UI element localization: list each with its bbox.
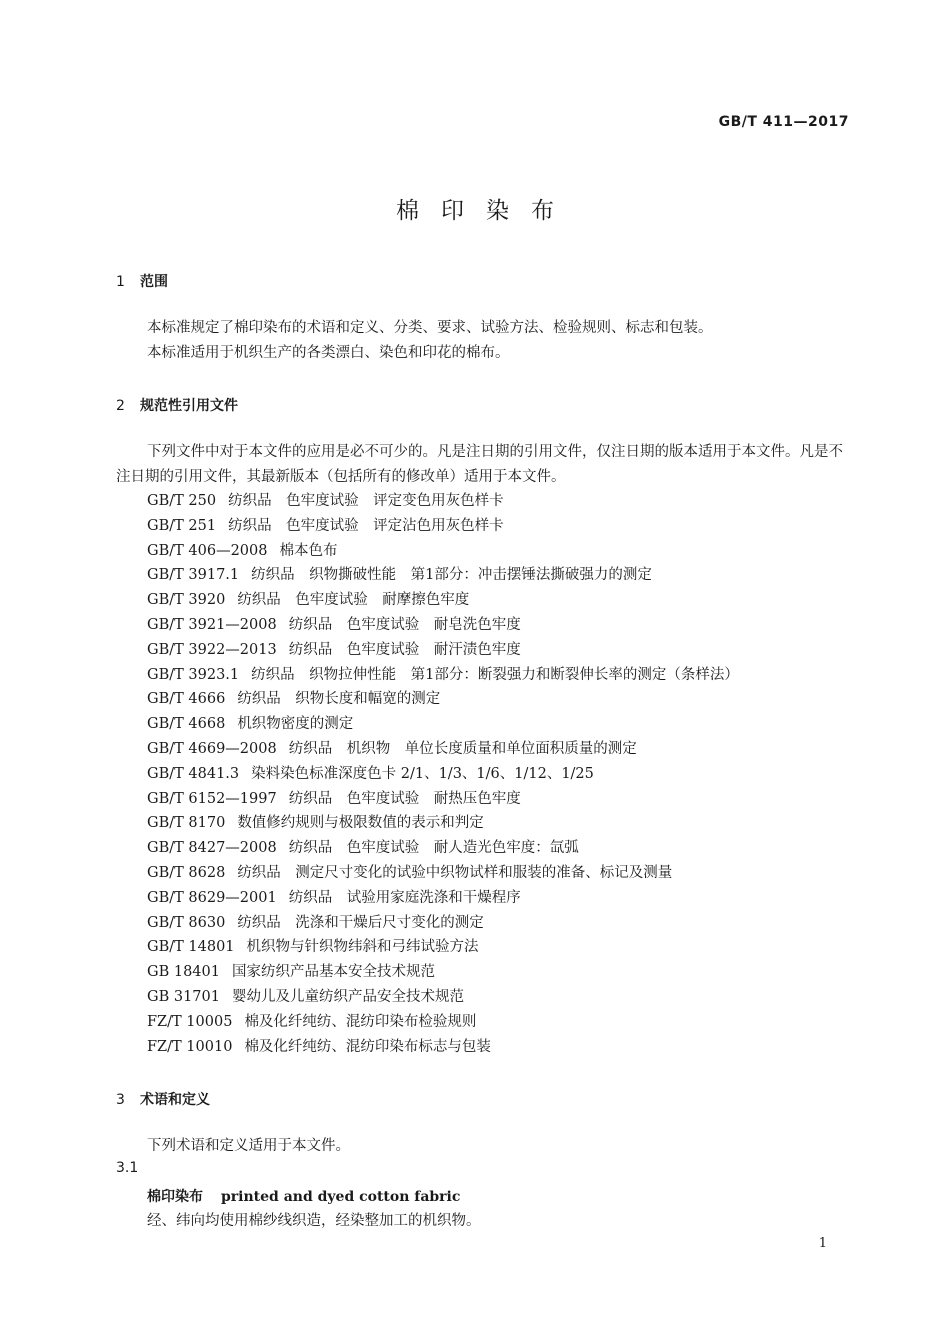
reference-title: 纺织品 色牢度试验 耐人造光色牢度：氙弧 [288, 840, 579, 857]
reference-item [147, 836, 739, 861]
reference-item [147, 985, 739, 1010]
term-definition: 经、纬向均使用棉纱线织造，经染整加工的机织物。 [147, 1213, 481, 1229]
reference-item [147, 935, 739, 960]
reference-code: FZ/T 10010 [147, 1038, 233, 1055]
reference-code: GB/T 3917.1 [147, 567, 240, 584]
reference-item [147, 886, 739, 911]
reference-code: GB/T 406—2008 [147, 542, 268, 559]
reference-item [147, 1010, 739, 1035]
reference-title: 纺织品 色牢度试验 耐摩擦色牢度 [237, 592, 470, 609]
reference-title: 机织物密度的测定 [237, 716, 354, 733]
reference-item [147, 762, 739, 787]
reference-title: 纺织品 织物撕破性能 第1部分：冲击摆锤法撕破强力的测定 [251, 567, 652, 584]
reference-title: 纺织品 色牢度试验 耐热压色牢度 [288, 790, 521, 807]
reference-item [147, 613, 739, 638]
reference-title: 棉及化纤纯纺、混纺印染布检验规则 [244, 1013, 477, 1030]
reference-code: GB/T 8170 [147, 815, 226, 832]
reference-item [147, 563, 739, 588]
reference-code: GB/T 4841.3 [147, 765, 240, 782]
reference-title: 纺织品 织物长度和幅宽的测定 [237, 691, 441, 708]
reference-title: 棉本色布 [279, 542, 338, 559]
term-number: 3.1 [116, 1160, 139, 1176]
reference-list [147, 489, 739, 1059]
reference-title: 纺织品 测定尺寸变化的试验中织物试样和服装的准备、标记及测量 [237, 864, 673, 881]
reference-code: GB/T 8628 [147, 864, 226, 881]
reference-item [147, 489, 739, 514]
section-number: 2 [116, 398, 125, 414]
reference-code: FZ/T 10005 [147, 1013, 233, 1030]
reference-code: GB/T 8629—2001 [147, 889, 277, 906]
section-2-heading [116, 395, 238, 415]
reference-title: 数值修约规则与极限数值的表示和判定 [237, 815, 484, 832]
reference-title: 染料染色标准深度色卡 2/1、1/3、1/6、1/12、1/25 [251, 765, 594, 782]
section-number: 1 [116, 274, 125, 290]
section-1-heading [116, 271, 168, 291]
reference-item [147, 861, 739, 886]
reference-item [147, 787, 739, 812]
reference-item [147, 638, 739, 663]
reference-title: 纺织品 试验用家庭洗涤和干燥程序 [288, 889, 521, 906]
reference-title: 纺织品 洗涤和干燥后尺寸变化的测定 [237, 914, 484, 931]
document-title: 棉印染布 [396, 198, 576, 224]
reference-code: GB 18401 [147, 964, 220, 981]
reference-code: GB/T 3923.1 [147, 666, 240, 683]
reference-code: GB/T 250 [147, 493, 217, 509]
reference-title: 棉及化纤纯纺、混纺印染布标志与包装 [244, 1038, 491, 1055]
reference-code: GB/T 3922—2013 [147, 641, 277, 658]
reference-title: 纺织品 色牢度试验 评定变色用灰色样卡 [228, 493, 504, 509]
section-number: 3 [116, 1092, 125, 1108]
reference-title: 纺织品 色牢度试验 耐皂洗色牢度 [288, 616, 521, 633]
reference-title: 国家纺织产品基本安全技术规范 [231, 964, 435, 981]
term-entry [147, 1186, 460, 1206]
reference-item [147, 737, 739, 762]
section-3-heading [116, 1089, 210, 1109]
reference-title: 纺织品 色牢度试验 耐汗渍色牢度 [288, 641, 521, 658]
reference-title: 机织物与针织物纬斜和弓纬试验方法 [246, 939, 479, 956]
reference-code: GB/T 251 [147, 517, 217, 534]
reference-code: GB/T 8630 [147, 914, 226, 931]
reference-code: GB/T 14801 [147, 939, 235, 956]
term-chinese: 棉印染布 [147, 1189, 203, 1205]
reference-title: 纺织品 织物拉伸性能 第1部分：断裂强力和断裂伸长率的测定（条样法） [251, 666, 739, 683]
terms-intro: 下列术语和定义适用于本文件。 [147, 1138, 350, 1154]
reference-item [147, 514, 739, 539]
page-number: 1 [818, 1236, 827, 1251]
reference-code: GB/T 8427—2008 [147, 840, 277, 857]
reference-item [147, 588, 739, 613]
reference-item [147, 539, 739, 564]
reference-code: GB 31701 [147, 988, 220, 1005]
reference-code: GB/T 6152—1997 [147, 790, 277, 807]
section-title: 范围 [140, 274, 168, 290]
reference-item [147, 687, 739, 712]
standard-number: GB/T 411—2017 [718, 114, 849, 130]
reference-code: GB/T 4669—2008 [147, 740, 277, 757]
reference-code: GB/T 4668 [147, 716, 226, 733]
scope-paragraph-1: 本标准规定了棉印染布的术语和定义、分类、要求、试验方法、检验规则、标志和包装。 [147, 320, 713, 336]
term-english: printed and dyed cotton fabric [221, 1189, 461, 1205]
scope-paragraph-2: 本标准适用于机织生产的各类漂白、染色和印花的棉布。 [147, 345, 510, 361]
section-title: 术语和定义 [140, 1092, 210, 1108]
reference-title: 婴幼儿及儿童纺织产品安全技术规范 [231, 988, 464, 1005]
section-title: 规范性引用文件 [140, 398, 238, 414]
reference-code: GB/T 4666 [147, 691, 226, 708]
reference-item [147, 663, 739, 688]
reference-item [147, 911, 739, 936]
reference-code: GB/T 3921—2008 [147, 616, 277, 633]
reference-item [147, 811, 739, 836]
references-intro: 下列文件中对于本文件的应用是必不可少的。凡是注日期的引用文件，仅注日期的版本适用于本文件。凡是不注日期的引用文件，其最新版本（包括所有的修改单）适用于本文件。 [116, 444, 843, 485]
reference-item [147, 1035, 739, 1060]
reference-title: 纺织品 色牢度试验 评定沾色用灰色样卡 [228, 517, 504, 534]
reference-item [147, 960, 739, 985]
reference-code: GB/T 3920 [147, 592, 226, 609]
reference-title: 纺织品 机织物 单位长度质量和单位面积质量的测定 [288, 740, 637, 757]
reference-item [147, 712, 739, 737]
